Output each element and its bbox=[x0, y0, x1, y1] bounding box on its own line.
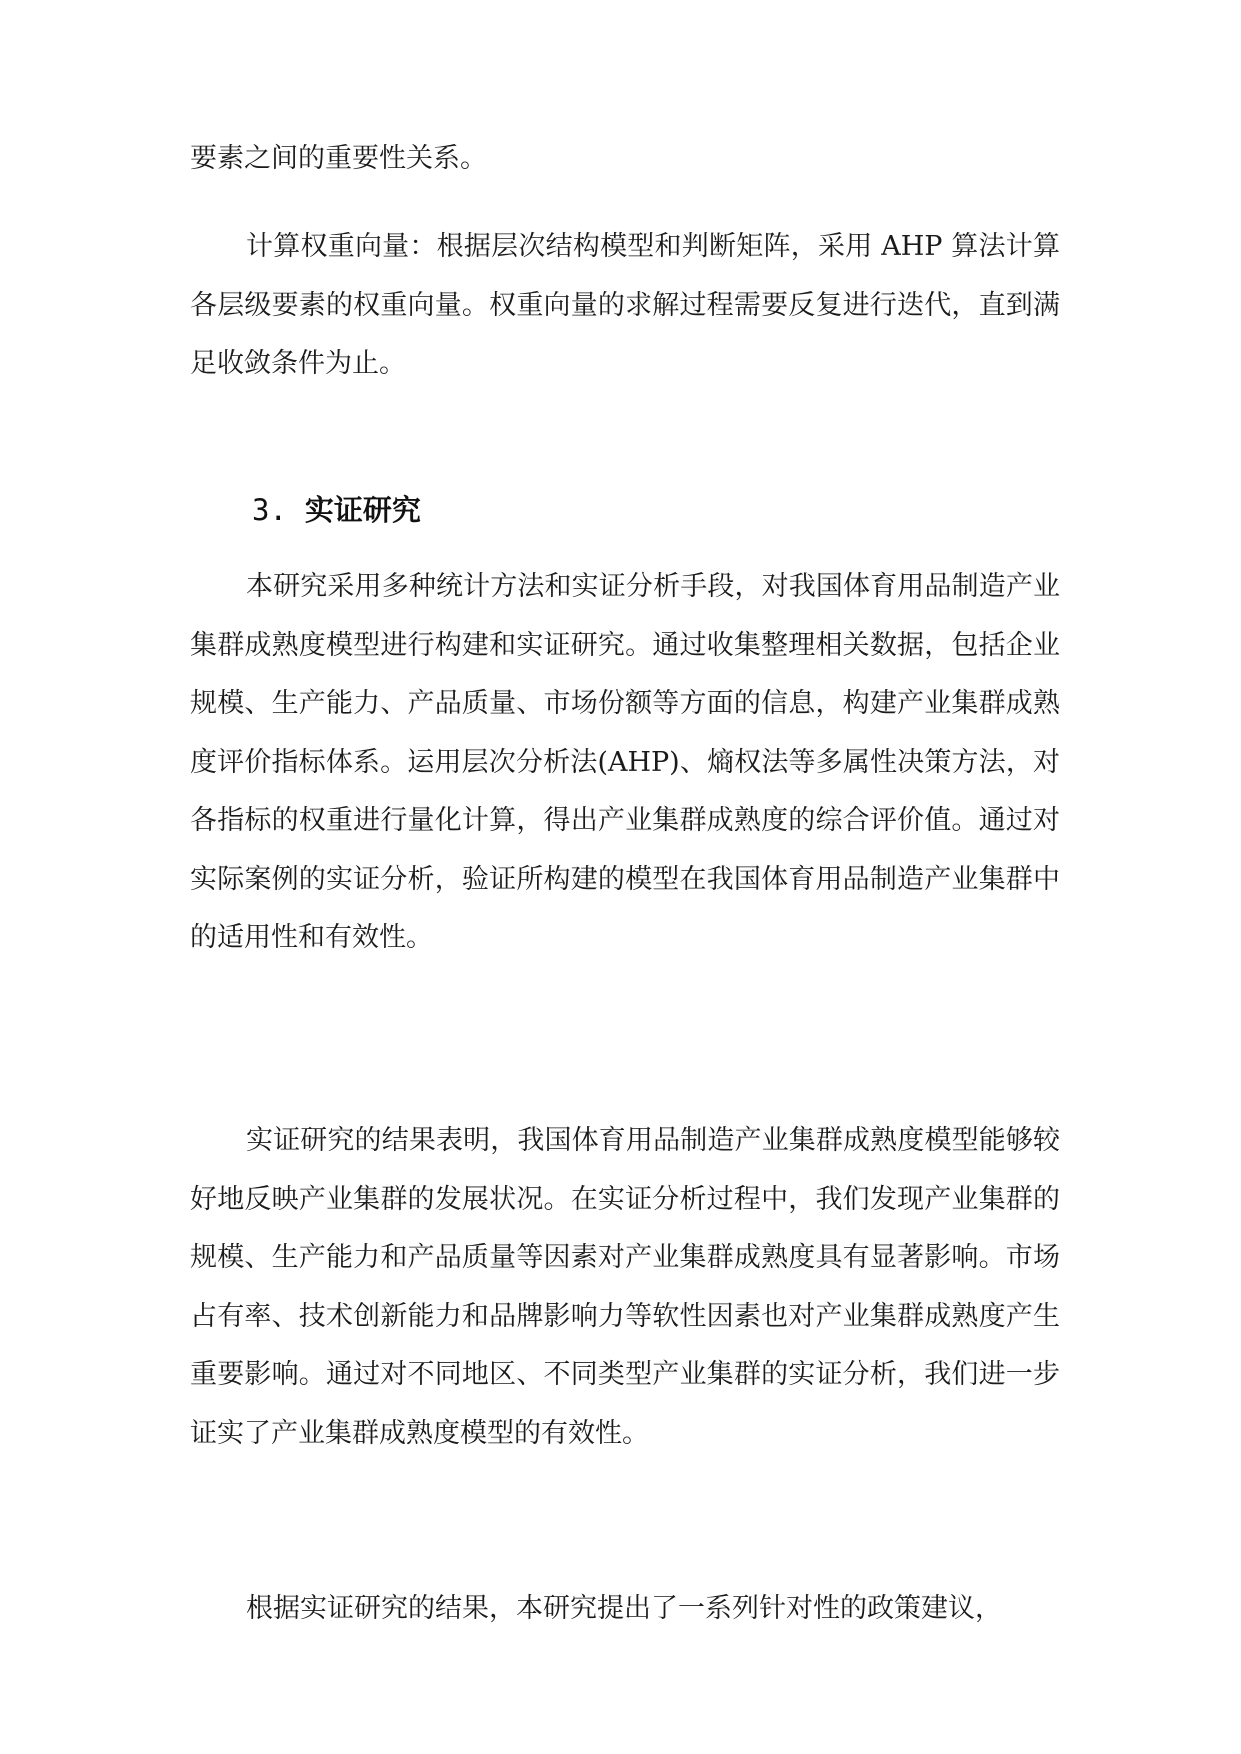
paragraph-weight-vector: 计算权重向量：根据层次结构模型和判断矩阵，采用 AHP 算法计算各层级要素的权重向量。权重向量的求解过程需要反复进行迭代，直到满足收敛条件为止。 bbox=[190, 231, 1060, 379]
section-title: 实证研究 bbox=[304, 493, 421, 527]
paragraph-research-results: 实证研究的结果表明，我国体育用品制造产业集群成熟度模型能够较好地反映产业集群的发展状况。在实证分析过程中，我们发现产业集群的规模、生产能力和产品质量等因素对产业集群成熟度具有显著影响。市场占有率、技术创新能力和品牌影响力等软性因素也对产业集群成熟度产生重要影响。通过对不同地区、不同类型产业集群的实证分析，我们进一步证实了产业集群成熟度模型的有效性。 bbox=[190, 1125, 1060, 1449]
paragraph-policy-suggestions: 根据实证研究的结果，本研究提出了一系列针对性的政策建议， bbox=[246, 1593, 1002, 1624]
section-heading bbox=[252, 480, 421, 540]
paragraph-continuation: 要素之间的重要性关系。 bbox=[190, 143, 487, 174]
section-number: 3. bbox=[252, 493, 287, 527]
paragraph-research-method: 本研究采用多种统计方法和实证分析手段，对我国体育用品制造产业集群成熟度模型进行构建和实证研究。通过收集整理相关数据，包括企业规模、生产能力、产品质量、市场份额等方面的信息，构建产业集群成熟度评价指标体系。运用层次分析法(AHP)、熵权法等多属性决策方法，对各指标的权重进行量化计算，得出产业集群成熟度的综合评价值。通过对实际案例的实证分析，验证所构建的模型在我国体育用品制造产业集群中的适用性和有效性。 bbox=[190, 571, 1060, 953]
